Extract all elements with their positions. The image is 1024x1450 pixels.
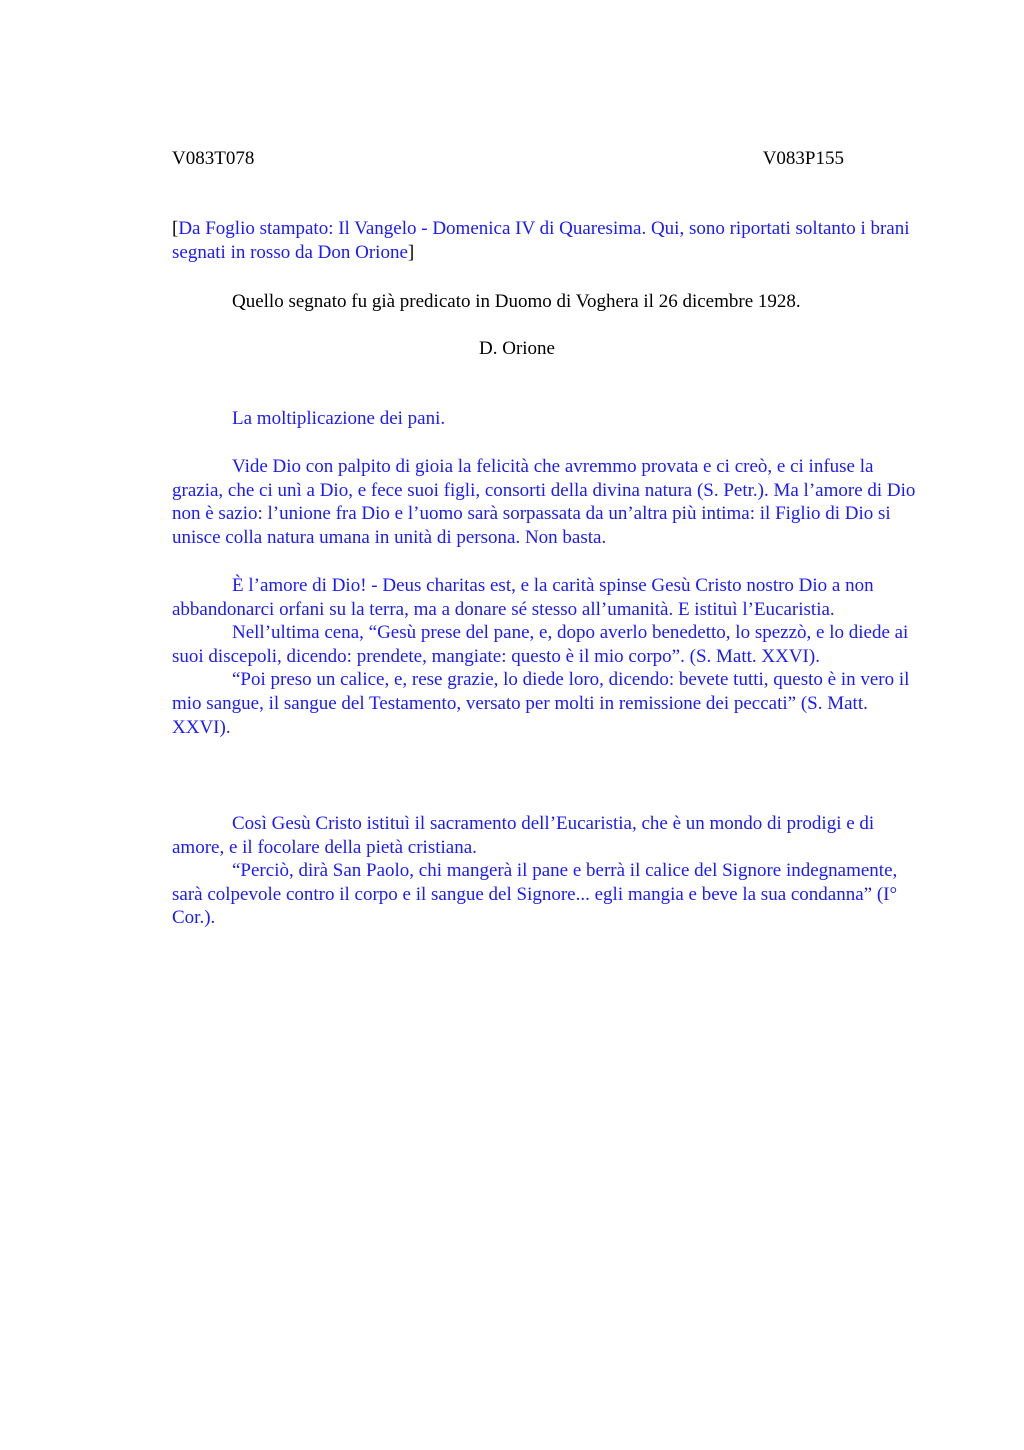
preaching-note: Quello segnato fu già predicato in Duomo di Voghera il 26 dicembre 1928.: [232, 291, 801, 312]
paragraph-group-3: [172, 812, 920, 930]
paragraph: “Perciò, dirà San Paolo, chi mangerà il pane e berrà il calice del Signore indegnamente, sarà colpevole contro il corpo e il sangue del Signore... egli mangia e beve la sua condanna” (I° Cor.).: [172, 860, 898, 929]
paragraph: Vide Dio con palpito di gioia la felicità che avremmo provata e ci creò, e ci infuse la grazia, che ci unì a Dio, e fece suoi figli, consorti della divina natura (S. Petr.). Ma l’amore di Dio non è sazio: l’unione fra Dio e l’uomo sarà sorpassata da un’altra più intima: il Figlio di Dio si unisce colla natura umana in unità di persona. Non basta.: [172, 456, 916, 548]
intro-open-bracket: [: [172, 218, 179, 239]
paragraph-group-1: [172, 455, 920, 549]
intro-close-bracket: ]: [407, 241, 415, 263]
paragraph: È l’amore di Dio! - Deus charitas est, e la carità spinse Gesù Cristo nostro Dio a non abbandonarci orfani su la terra, ma a donare sé stesso all’umanità. E istituì l’Eucaristia.: [172, 575, 874, 620]
paragraph-group-2: [172, 574, 920, 739]
paragraph: “Poi preso un calice, e, rese grazie, lo diede loro, dicendo: bevete tutti, questo è in vero il mio sangue, il sangue del Testamento, versato per molti in remissione dei peccati” (S. Matt. XXVI).: [172, 669, 910, 738]
signature: D. Orione: [479, 338, 555, 359]
section-title: La moltiplicazione dei pani.: [232, 408, 446, 429]
document-code-right: V083P155: [762, 148, 844, 169]
document-code-left: V083T078: [172, 148, 255, 169]
paragraph: Così Gesù Cristo istituì il sacramento dell’Eucaristia, che è un mondo di prodigi e di amore, e il focolare della pietà cristiana.: [172, 813, 875, 858]
intro-text: Da Foglio stampato: Il Vangelo - Domenica IV di Quaresima. Qui, sono riportati soltanto i brani segnati in rosso da Don Orione: [172, 218, 910, 263]
intro-note: [172, 217, 920, 264]
paragraph: Nell’ultima cena, “Gesù prese del pane, e, dopo averlo benedetto, lo spezzò, e lo diede ai suoi discepoli, dicendo: prendete, mangiate: questo è il mio corpo”. (S. Matt. XXVI).: [172, 622, 909, 667]
